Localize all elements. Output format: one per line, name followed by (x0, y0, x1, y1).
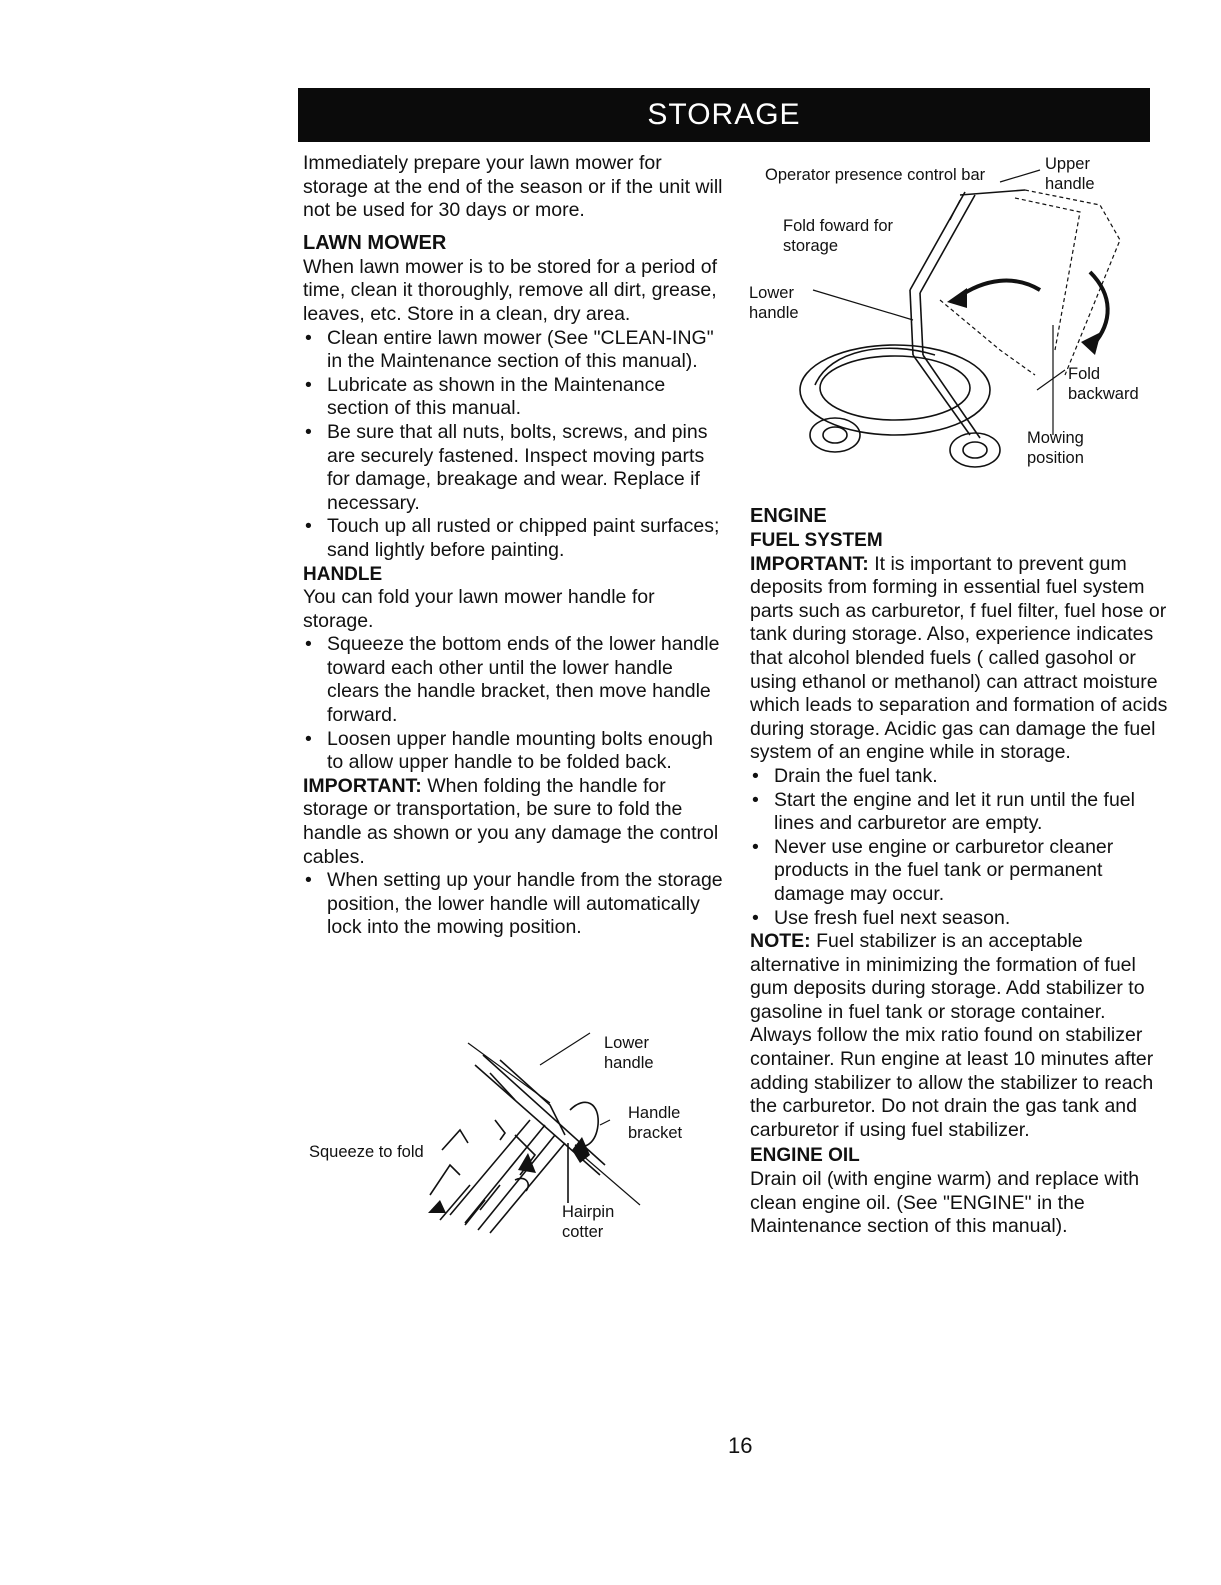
caption-upper-handle (1045, 154, 1105, 194)
list-item: • Never use engine or carburetor cleaner products in the fuel tank or permanent damage may occur. (750, 836, 1170, 907)
caption-text: Fold foward for storage (783, 217, 894, 255)
caption-operator-bar: Operator presence control bar (765, 166, 986, 184)
right-column (750, 504, 1170, 1239)
caption-hairpin-cotter (562, 1202, 627, 1242)
lawn-mower-heading: LAWN MOWER (303, 231, 447, 254)
important-label: IMPORTANT: (750, 552, 869, 575)
handle-list (303, 633, 728, 775)
caption-fold-backward (1068, 364, 1148, 404)
caption-text: Lower handle (749, 284, 799, 322)
engine-oil-heading: ENGINE OIL (750, 1145, 860, 1167)
note-paragraph (750, 930, 1170, 1142)
caption-mowing-position (1027, 428, 1097, 468)
list-item: • Clean entire lawn mower (See "CLEAN-ING" in the Maintenance section of this manual). (303, 327, 728, 374)
caption-lower-handle-right (749, 283, 809, 323)
lawn-mower-list (303, 327, 728, 563)
list-item: • Be sure that all nuts, bolts, screws, and pins are securely fastened. Inspect moving parts for damage, breakage and wear. Replace if necessary. (303, 421, 728, 515)
important-text: It is important to prevent gum deposits from forming in essential fuel system parts such as carburetor, f fuel filter, fuel hose or tank during storage. Also, experience indicates that alcohol blended fuels ( called gasohol or using ethanol or methanol) can attract moisture which leads to separation and formation of acids during storage. Acidic gas can damage the fuel system of an engine while in storage. (750, 552, 1168, 764)
note-label: NOTE: (750, 930, 811, 953)
intro-paragraph: Immediately prepare your lawn mower for storage at the end of the season or if the unit will not be used for 30 days or more. (303, 152, 723, 222)
caption-text: Fold backward (1068, 365, 1139, 403)
fuel-system-heading: FUEL SYSTEM (750, 530, 883, 551)
caption-text: Hairpin cotter (562, 1203, 615, 1241)
engine-heading: ENGINE (750, 505, 827, 527)
handle-bracket-figure (300, 1025, 720, 1255)
handle-list-2 (303, 869, 728, 940)
lawn-mower-paragraph: When lawn mower is to be stored for a period of time, clean it thoroughly, remove all dirt, grease, leaves, etc. Store in a clean, dry area. (303, 255, 718, 325)
handle-paragraph: You can fold your lawn mower handle for storage. (303, 586, 655, 632)
mower-handle-figure (735, 150, 1165, 480)
page-number: 16 (728, 1433, 753, 1458)
list-item: • When setting up your handle from the storage position, the lower handle will automatically lock into the mowing position. (303, 869, 728, 940)
list-item: • Drain the fuel tank. (750, 765, 1170, 789)
important-label: IMPORTANT: (303, 774, 422, 797)
handle-heading: HANDLE (303, 563, 383, 585)
engine-oil-paragraph: Drain oil (with engine warm) and replace with clean engine oil. (See "ENGINE" in the Maintenance section of this manual). (750, 1168, 1140, 1238)
note-text: Fuel stabilizer is an acceptable alternative in minimizing the formation of fuel gum deposits during storage. Add stabilizer to gasoline in fuel tank or storage container. Always follow the mix ratio found on stabilizer container. Run engine at least 10 minutes after adding stabilizer to allow the stabilizer to reach the carburetor. Do not drain the gas tank and carburetor if using fuel stabilizer. (750, 930, 1154, 1141)
list-item: • Start the engine and let it run until the fuel lines and carburetor are empty. (750, 789, 1170, 836)
caption-text: Handle bracket (628, 1104, 683, 1142)
section-header-storage (298, 88, 1150, 142)
list-item: • Lubricate as shown in the Maintenance section of this manual. (303, 374, 728, 421)
fuel-system-paragraph (750, 553, 1170, 765)
list-item: • Loosen upper handle mounting bolts enough to allow upper handle to be folded back. (303, 728, 728, 775)
handle-important-paragraph (303, 775, 728, 869)
list-item: • Touch up all rusted or chipped paint surfaces; sand lightly before painting. (303, 515, 728, 562)
caption-text: Upper handle (1045, 155, 1095, 193)
list-item: • Use fresh fuel next season. (750, 907, 1170, 931)
page-title: STORAGE (647, 98, 801, 131)
caption-lower-handle (604, 1033, 664, 1073)
caption-text: Lower handle (604, 1034, 654, 1072)
left-column (303, 152, 728, 940)
fuel-system-list (750, 765, 1170, 930)
important-text: When folding the handle for storage or transportation, be sure to fold the handle as shown or you any damage the control cables. (303, 774, 719, 868)
list-item: • Squeeze the bottom ends of the lower handle toward each other until the lower handle clears the handle bracket, then move handle forward. (303, 633, 728, 727)
caption-text: Mowing position (1027, 429, 1084, 467)
caption-handle-bracket (628, 1103, 698, 1143)
caption-fold-forward (783, 216, 903, 256)
caption-squeeze-to-fold: Squeeze to fold (309, 1143, 424, 1161)
